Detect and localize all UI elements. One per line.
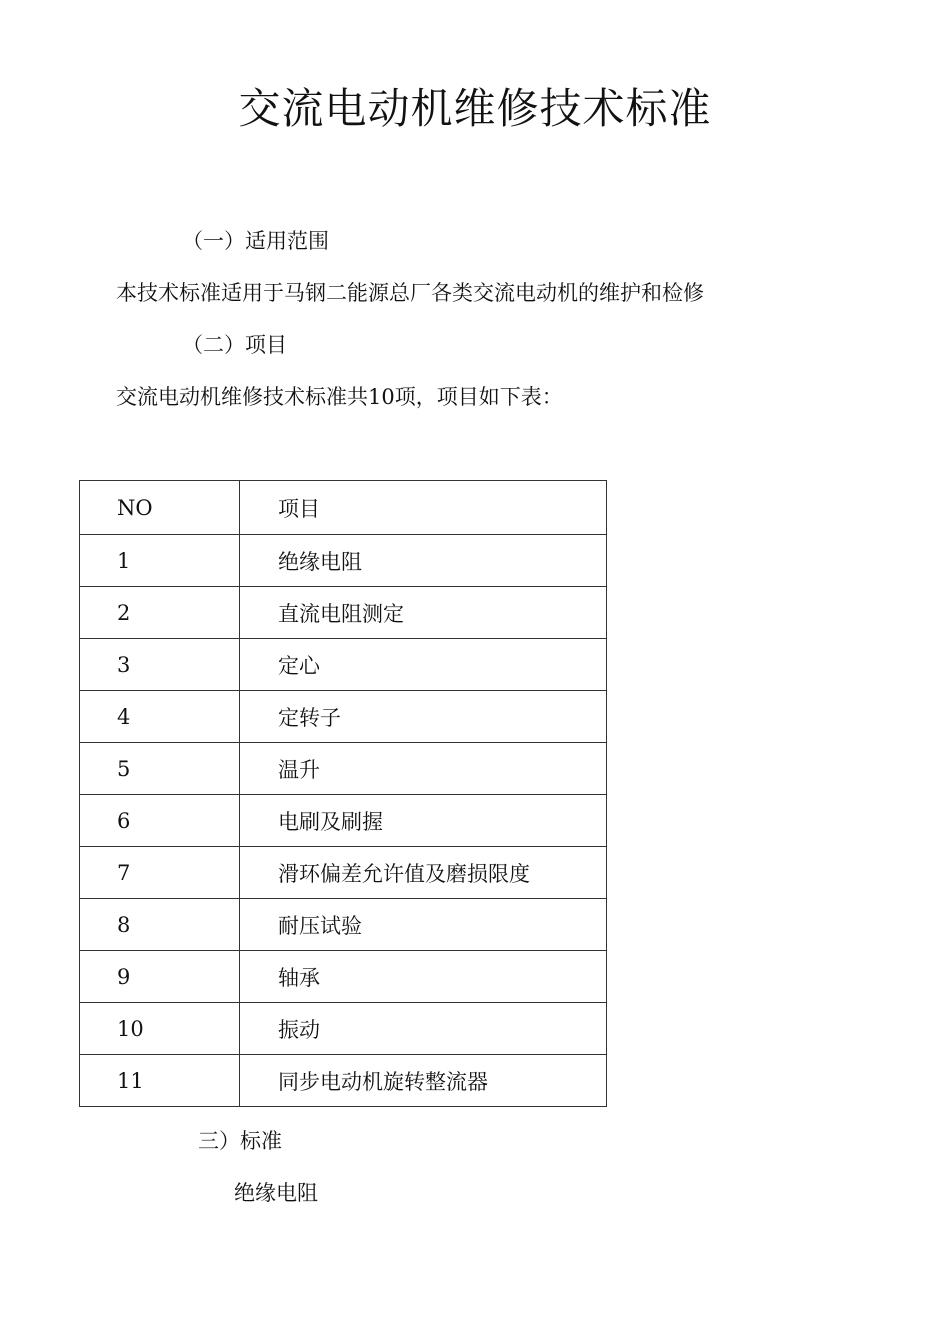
row-number: 11 (80, 1055, 240, 1107)
table-header-item: 项目 (240, 481, 607, 535)
row-number: 10 (80, 1003, 240, 1055)
row-number: 4 (80, 691, 240, 743)
scope-paragraph: 本技术标准适用于马钢二能源总厂各类交流电动机的维护和检修 (116, 281, 704, 305)
row-number: 8 (80, 899, 240, 951)
table-row (80, 639, 607, 691)
table-row (80, 743, 607, 795)
row-number: 6 (80, 795, 240, 847)
row-item: 耐压试验 (240, 899, 607, 951)
row-item: 同步电动机旋转整流器 (240, 1055, 607, 1107)
row-item: 电刷及刷握 (240, 795, 607, 847)
row-number: 1 (80, 535, 240, 587)
document-title: 交流电动机维修技术标准 (238, 84, 712, 133)
table-header-no: NO (80, 481, 240, 535)
items-intro-paragraph: 交流电动机维修技术标准共10项，项目如下表： (116, 385, 563, 409)
table-row (80, 535, 607, 587)
table-row (80, 951, 607, 1003)
table-row (80, 1003, 607, 1055)
subsection-insulation-resistance: 绝缘电阻 (234, 1181, 318, 1205)
table-row (80, 899, 607, 951)
row-item: 绝缘电阻 (240, 535, 607, 587)
table-row (80, 587, 607, 639)
section-heading-scope: （一）适用范围 (182, 229, 329, 253)
row-number: 3 (80, 639, 240, 691)
table-row (80, 795, 607, 847)
section-heading-items: （二）项目 (182, 333, 287, 357)
row-number: 5 (80, 743, 240, 795)
table-row (80, 691, 607, 743)
row-number: 7 (80, 847, 240, 899)
row-item: 滑环偏差允许值及磨损限度 (240, 847, 607, 899)
row-item: 温升 (240, 743, 607, 795)
table-header-row (80, 481, 607, 535)
table-row (80, 847, 607, 899)
row-item: 轴承 (240, 951, 607, 1003)
items-table (79, 480, 607, 1107)
row-item: 直流电阻测定 (240, 587, 607, 639)
row-number: 2 (80, 587, 240, 639)
row-item: 振动 (240, 1003, 607, 1055)
section-heading-standards: 三）标准 (198, 1129, 282, 1153)
row-item: 定转子 (240, 691, 607, 743)
table-row (80, 1055, 607, 1107)
row-number: 9 (80, 951, 240, 1003)
row-item: 定心 (240, 639, 607, 691)
